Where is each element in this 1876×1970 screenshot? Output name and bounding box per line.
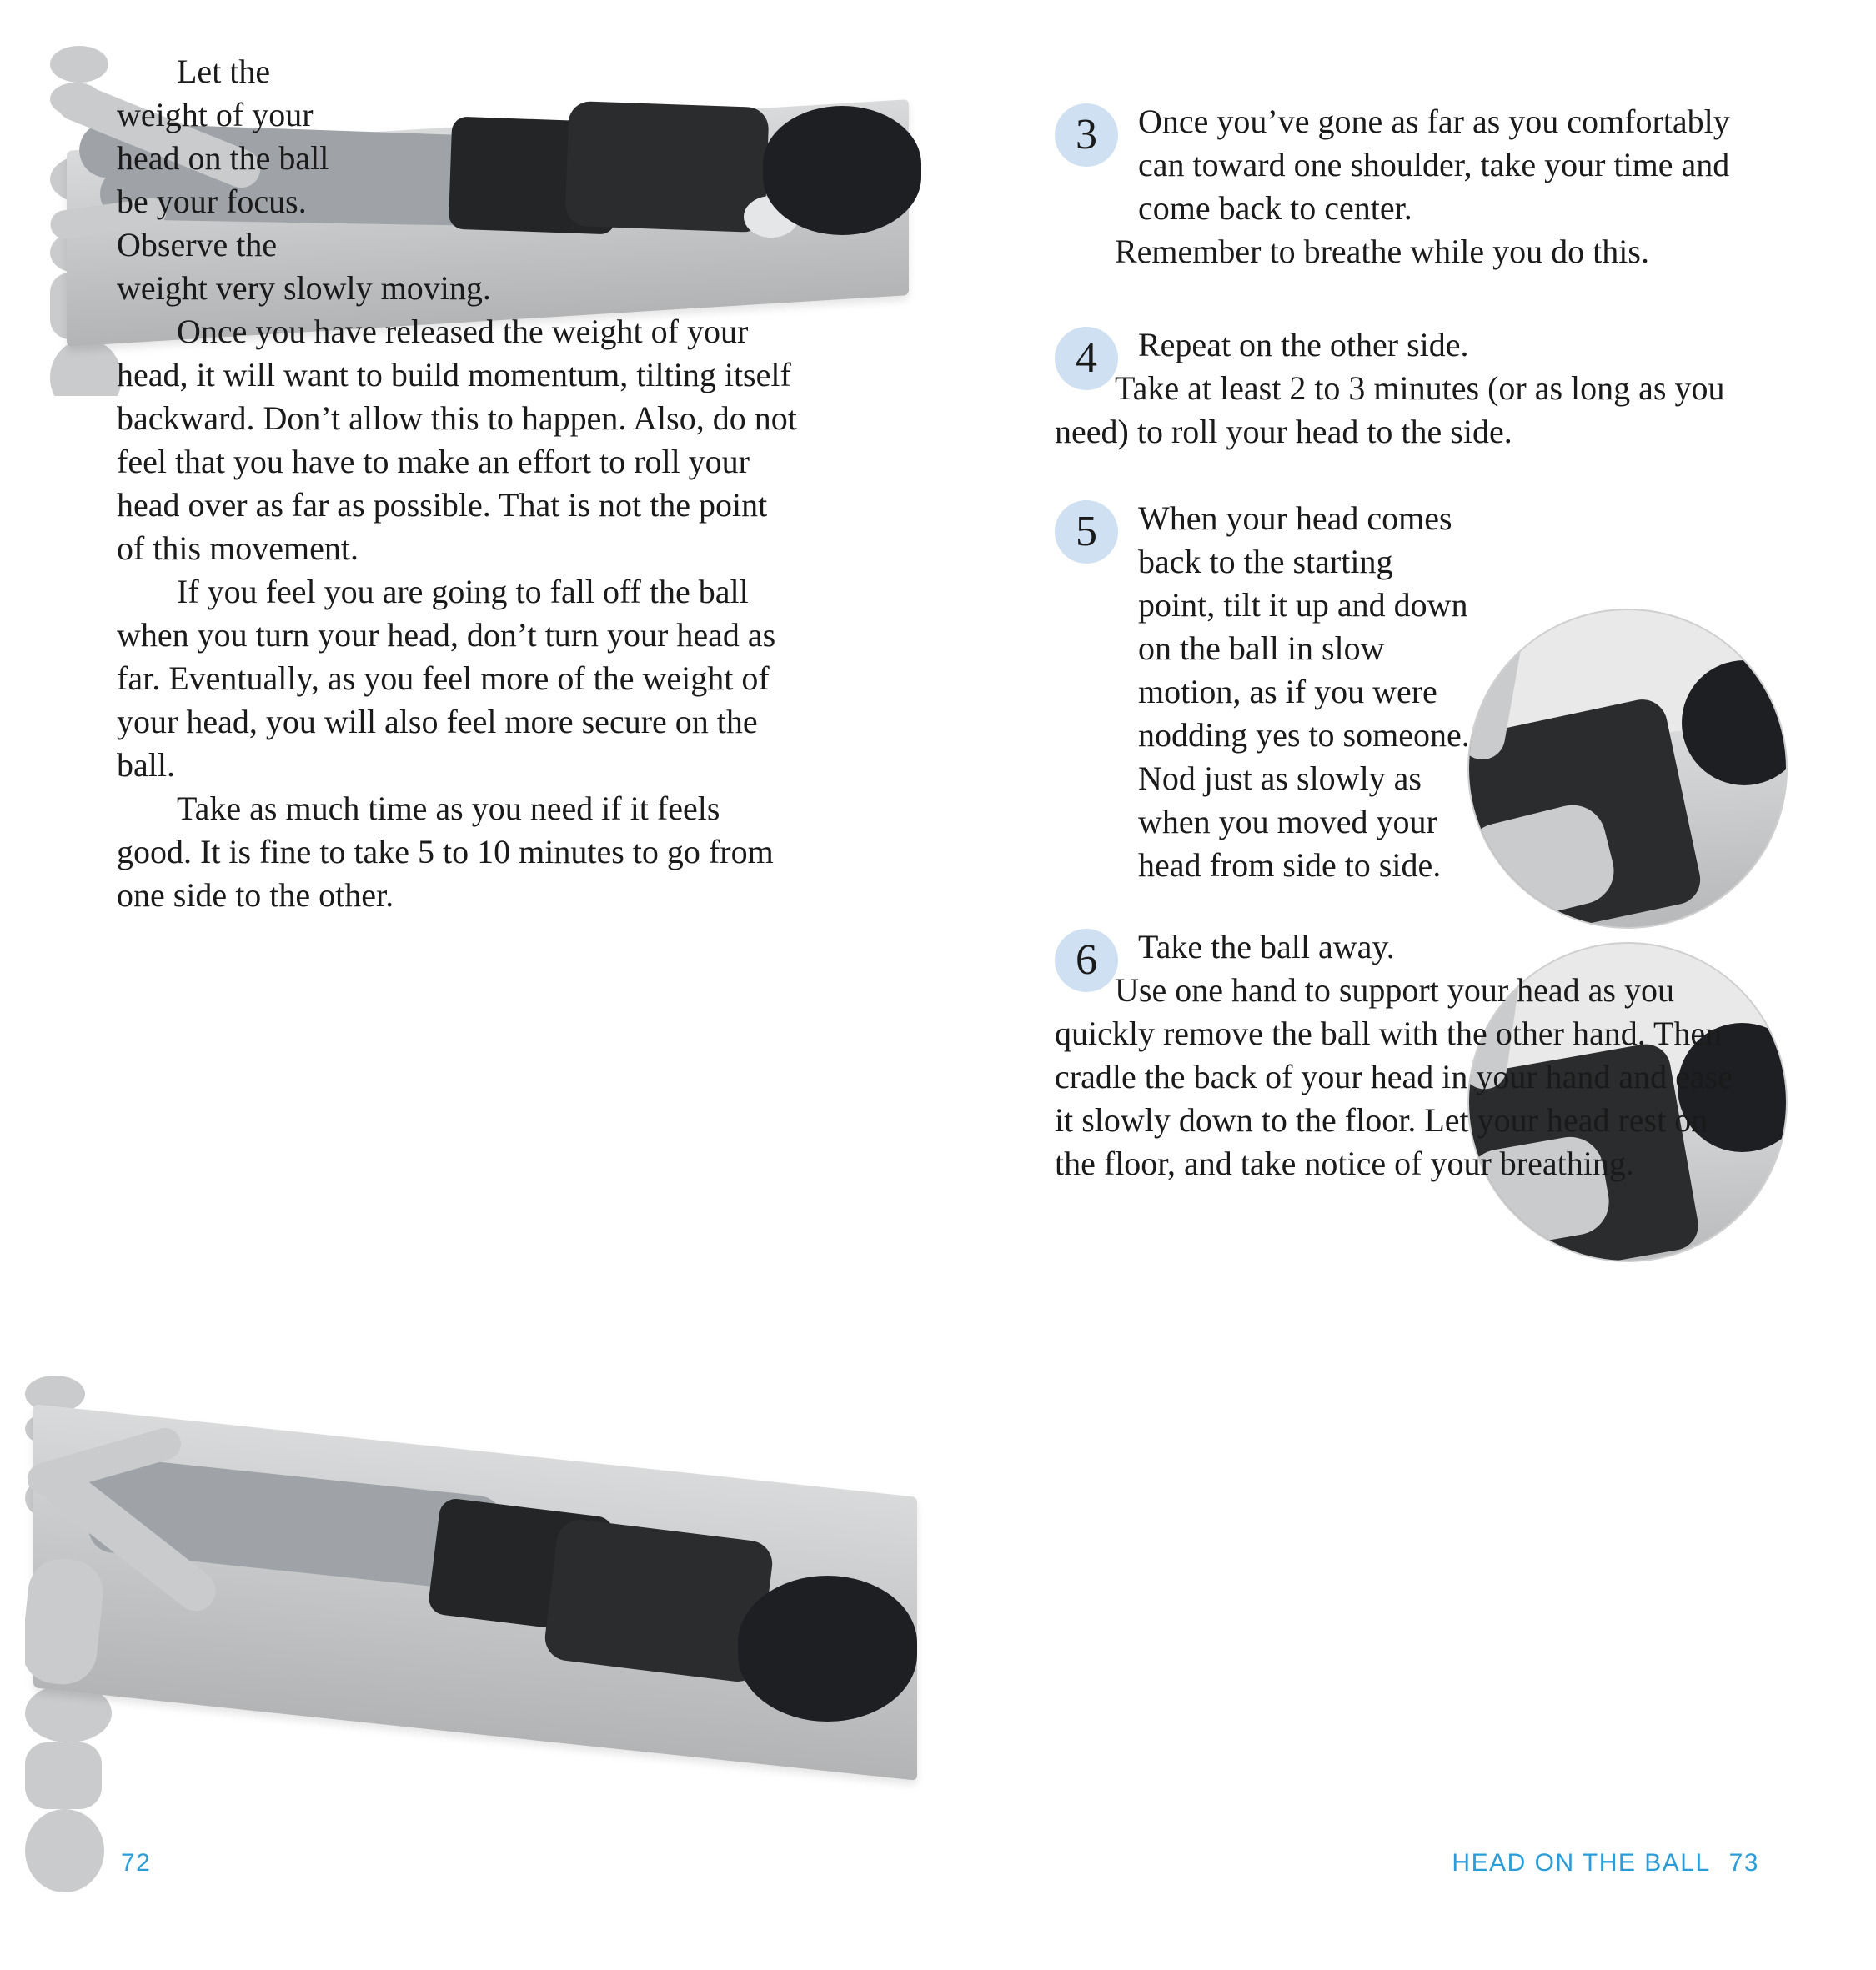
step-line: When your head comes back to the starting point, tilt it up and down on the ball in slow motion, as if you were nodding yes to someone. Nod just as slowly as when you moved your head from side to side.	[1138, 499, 1470, 884]
step-6	[1055, 925, 1747, 1186]
step-number-badge: 3	[1055, 103, 1118, 167]
step-line: Remember to breathe while you do this.	[1115, 233, 1649, 270]
step-3	[1055, 100, 1747, 273]
step-line: Repeat on the other side.	[1138, 326, 1469, 363]
left-column-text	[117, 50, 800, 917]
right-column-steps	[1055, 100, 1747, 1186]
step-number-badge: 4	[1055, 327, 1118, 390]
paragraph: If you feel you are going to fall off the ball when you turn your head, don’t turn your head as far. Eventually, as you feel more of the weight of your head, you will also feel more secure on the ball.	[117, 573, 776, 784]
step-body	[1055, 323, 1747, 454]
text-wrap-spacer	[367, 50, 800, 229]
step-body	[1055, 100, 1747, 273]
step-body	[1055, 497, 1472, 887]
folio-right	[1452, 1849, 1759, 1877]
step-5	[1055, 497, 1472, 887]
figure-bottom-left-photo	[25, 1376, 942, 1926]
paragraph: Once you have released the weight of your head, it will want to build momentum, tilting itself backward. Don’t allow this to happen. Also, do not feel that you have to make an effort to roll your head over as far as possible. That is not the point of this movement.	[117, 313, 797, 567]
step-line: Use one hand to support your head as you quickly remove the ball with the other hand. Then cradle the back of your head in your hand and ease it slowly down to the floor. Let your head rest on the floor, and take notice of your breathing.	[1055, 971, 1733, 1182]
step-number-badge: 6	[1055, 929, 1118, 992]
step-line: Once you’ve gone as far as you comfortably can toward one shoulder, take your time and come back to center.	[1138, 103, 1730, 227]
step-line: Take the ball away.	[1138, 928, 1395, 965]
step-body	[1055, 925, 1747, 1186]
step-4	[1055, 323, 1747, 454]
step-line: Take at least 2 to 3 minutes (or as long as you need) to roll your head to the side.	[1055, 369, 1725, 450]
paragraph: Take as much time as you need if it feels good. It is fine to take 5 to 10 minutes to go from one side to the other.	[117, 790, 774, 914]
step-number-badge: 5	[1055, 500, 1118, 564]
folio-left-page-number: 72	[121, 1849, 152, 1877]
running-head: HEAD ON THE BALL	[1452, 1849, 1711, 1877]
left-column-body	[117, 50, 800, 917]
paragraph: Let the weight of your head on the ball be your focus. Observe the weight very slowly moving.	[117, 53, 491, 307]
folio-right-page-number: 73	[1728, 1849, 1759, 1877]
